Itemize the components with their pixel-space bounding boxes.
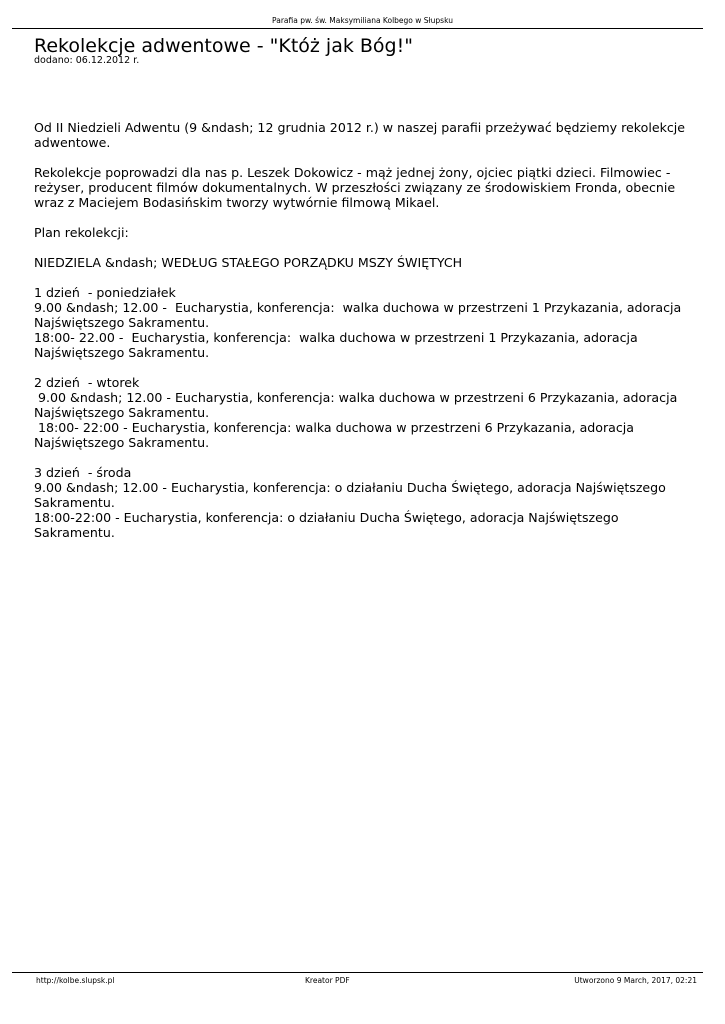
schedule-line: 9.00 &ndash; 12.00 - Eucharystia, konferencja: walka duchowa w przestrzeni 1 Przykazania, adoracja Najświętszego Sakramentu. xyxy=(34,300,686,330)
article-title: Rekolekcje adwentowe - "Któż jak Bóg!" xyxy=(34,35,413,57)
day-block xyxy=(34,375,694,450)
day-heading: 1 dzień - poniedziałek xyxy=(34,285,176,300)
footer-created: Utworzono 9 March, 2017, 02:21 xyxy=(574,976,697,985)
footer-url: http://kolbe.slupsk.pl xyxy=(36,976,115,985)
schedule-line: 18:00-22:00 - Eucharystia, konferencja: o działaniu Ducha Świętego, adoracja Najświętszego Sakramentu. xyxy=(34,510,623,540)
schedule-line: 18:00- 22:00 - Eucharystia, konferencja: walka duchowa w przestrzeni 6 Przykazania, adoracja Najświętszego Sakramentu. xyxy=(34,420,639,450)
intro-paragraph: Od II Niedzieli Adwentu (9 &ndash; 12 grudnia 2012 r.) w naszej parafii przeżywać będziemy rekolekcje adwentowe. xyxy=(34,120,690,150)
footer-generator: Kreator PDF xyxy=(305,976,350,985)
day-heading: 2 dzień - wtorek xyxy=(34,375,140,390)
schedule-line: 18:00- 22.00 - Eucharystia, konferencja: walka duchowa w przestrzeni 1 Przykazania, adoracja Najświętszego Sakramentu. xyxy=(34,330,642,360)
article-date: dodano: 06.12.2012 r. xyxy=(34,55,140,66)
sunday-note: NIEDZIELA &ndash; WEDŁUG STAŁEGO PORZĄDKU MSZY ŚWIĘTYCH xyxy=(34,255,463,270)
day-block xyxy=(34,465,694,540)
article-body xyxy=(34,120,694,555)
day-block xyxy=(34,285,694,360)
day-heading: 3 dzień - środa xyxy=(34,465,132,480)
header-divider xyxy=(12,28,703,29)
schedule-line: 9.00 &ndash; 12.00 - Eucharystia, konferencja: walka duchowa w przestrzeni 6 Przykazania, adoracja Najświętszego Sakramentu. xyxy=(34,390,682,420)
plan-heading: Plan rekolekcji: xyxy=(34,225,129,240)
author-paragraph: Rekolekcje poprowadzi dla nas p. Leszek Dokowicz - mąż jednej żony, ojciec piątki dzieci. Filmowiec - reżyser, producent filmów dokumentalnych. W przeszłości związany ze środowiskiem Fronda, obecnie wraz z Maciejem Bodasińskim tworzy wytwórnie filmową Mikael. xyxy=(34,165,680,210)
schedule-line: 9.00 &ndash; 12.00 - Eucharystia, konferencja: o działaniu Ducha Świętego, adoracja Najświętszego Sakramentu. xyxy=(34,480,670,510)
footer-divider xyxy=(12,972,703,973)
page-header-site-name: Parafia pw. św. Maksymiliana Kolbego w Słupsku xyxy=(272,16,453,25)
